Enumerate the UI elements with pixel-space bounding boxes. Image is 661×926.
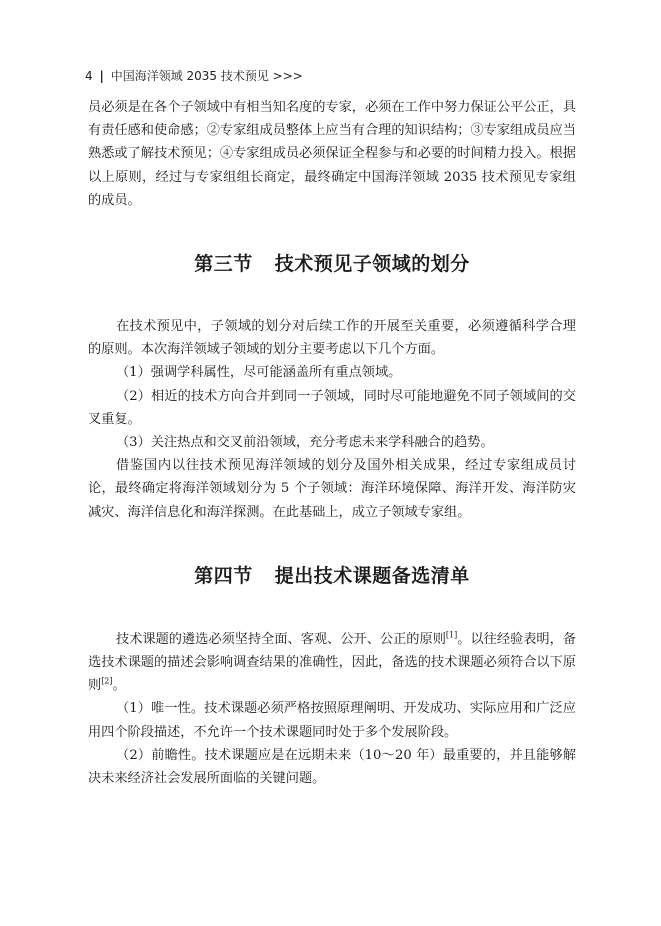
page-header <box>85 67 303 84</box>
page-number: 4 <box>85 69 93 83</box>
section-3-paragraph: （2）相近的技术方向合并到同一子领域，同时尽可能地避免不同子领域间的交叉重复。 <box>88 388 576 427</box>
section-4-paragraph: （2）前瞻性。技术课题应是在远期未来（10～20 年）最重要的，并且能够解决未来经济社会发展所面临的关键问题。 <box>88 747 576 787</box>
section-3-paragraph: 借鉴国内以往技术预见海洋领域的划分及国外相关成果，经过专家组成员讨论，最终确定将海洋领域划分为 5 个子领域：海洋环境保障、海洋开发、海洋防灾减灾、海洋信息化和海洋探测。在此基础上，成立子领域专家组。 <box>88 458 576 520</box>
section-4-text: 。以往经验表明，备选技术课题的描述会影响调查结果的准确性，因此，备选的技术课题必须符合以下原则 <box>88 631 577 694</box>
section-4-paragraph <box>88 628 576 698</box>
citation-ref: [1] <box>445 630 458 640</box>
intro-paragraph: 员必须是在各个子领域中有相当知名度的专家，必须在工作中努力保证公平公正，具有责任感和使命感；②专家组成员整体上应当有合理的知识结构；③专家组成员应当熟悉或了解技术预见；④专家组成员必须保证全程参与和必要的时间精力投入。根据以上原则，经过与专家组组长商定，最终确定中国海洋领域 2035 技术预见专家组的成员。 <box>88 100 576 208</box>
section-3-paragraph: （1）强调学科属性，尽可能涵盖所有重点领域。 <box>116 365 402 381</box>
header-separator: | <box>99 69 104 83</box>
section-3-heading <box>88 249 576 276</box>
section-4-text: 。 <box>112 678 126 694</box>
citation-ref: [2] <box>101 676 113 686</box>
section-3-title: 技术预见子领域的划分 <box>274 253 470 276</box>
section-3-paragraph: （3）关注热点和交叉前沿领域，充分考虑未来学科融合的趋势。 <box>116 435 494 451</box>
section-4-text: 技术课题的遴选必须坚持全面、客观、公开、公正的原则 <box>116 631 446 647</box>
book-title: 中国海洋领域 2035 技术预见 >>> <box>110 69 303 83</box>
section-3-number: 第三节 <box>194 253 253 276</box>
page-body <box>88 96 576 790</box>
section-4-paragraph: （1）唯一性。技术课题必须严格按照原理阐明、开发成功、实际应用和广泛应用四个阶段描述，不允许一个技术课题同时处于多个发展阶段。 <box>88 701 576 740</box>
section-4-heading <box>88 561 576 588</box>
section-3-paragraph: 在技术预见中，子领域的划分对后续工作的开展至关重要，必须遵循科学合理的原则。本次海洋领域子领域的划分主要考虑以下几个方面。 <box>88 319 576 358</box>
section-4-number: 第四节 <box>194 564 253 587</box>
section-4-title: 提出技术课题备选清单 <box>274 564 470 587</box>
